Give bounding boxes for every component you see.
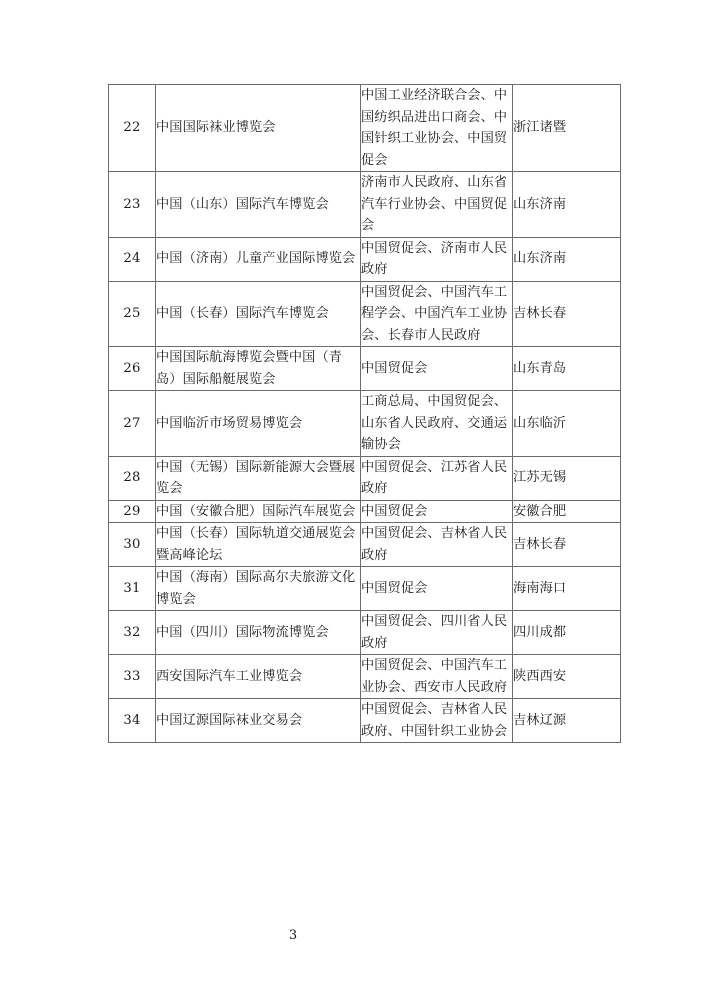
cell-organizer: 中国贸促会、中国汽车工业协会、西安市人民政府 [361,655,513,699]
cell-exhibition-name: 中国（无锡）国际新能源大会暨展览会 [156,456,361,500]
cell-organizer: 工商总局、中国贸促会、山东省人民政府、交通运输协会 [361,391,513,457]
cell-organizer: 中国贸促会、吉林省人民政府 [361,523,513,567]
cell-exhibition-name: 中国国际袜业博览会 [156,85,361,172]
cell-location: 吉林长春 [513,523,621,567]
table-row [109,655,621,699]
cell-location: 山东临沂 [513,391,621,457]
cell-exhibition-name: 中国国际航海博览会暨中国（青岛）国际船艇展览会 [156,347,361,391]
table-row [109,567,621,611]
table-row [109,500,621,523]
cell-index: 28 [109,456,156,500]
table-row [109,456,621,500]
table-row [109,347,621,391]
cell-location: 山东青岛 [513,347,621,391]
cell-exhibition-name: 中国（长春）国际轨道交通展览会暨高峰论坛 [156,523,361,567]
cell-exhibition-name: 中国辽源国际袜业交易会 [156,699,361,743]
cell-organizer: 中国贸促会、四川省人民政府 [361,611,513,655]
cell-location: 海南海口 [513,567,621,611]
cell-exhibition-name: 中国（山东）国际汽车博览会 [156,172,361,238]
table-row [109,85,621,172]
cell-exhibition-name: 中国（长春）国际汽车博览会 [156,281,361,347]
cell-location: 浙江诸暨 [513,85,621,172]
cell-exhibition-name: 中国（安徽合肥）国际汽车展览会 [156,500,361,523]
table-row [109,172,621,238]
cell-index: 29 [109,500,156,523]
table-body [109,85,621,743]
cell-exhibition-name: 西安国际汽车工业博览会 [156,655,361,699]
cell-exhibition-name: 中国（海南）国际高尔夫旅游文化博览会 [156,567,361,611]
cell-index: 32 [109,611,156,655]
cell-location: 四川成都 [513,611,621,655]
cell-exhibition-name: 中国（济南）儿童产业国际博览会 [156,237,361,281]
table-row [109,611,621,655]
exhibition-list-table [108,84,621,743]
cell-organizer: 济南市人民政府、山东省汽车行业协会、中国贸促会 [361,172,513,238]
table-row [109,523,621,567]
cell-location: 江苏无锡 [513,456,621,500]
cell-location: 山东济南 [513,237,621,281]
cell-location: 陕西西安 [513,655,621,699]
table-row [109,281,621,347]
page-number: 3 [288,928,298,943]
cell-location: 山东济南 [513,172,621,238]
cell-exhibition-name: 中国（四川）国际物流博览会 [156,611,361,655]
cell-exhibition-name: 中国临沂市场贸易博览会 [156,391,361,457]
cell-index: 22 [109,85,156,172]
table-row [109,699,621,743]
cell-organizer: 中国贸促会 [361,500,513,523]
cell-index: 30 [109,523,156,567]
cell-organizer: 中国贸促会 [361,347,513,391]
cell-organizer: 中国贸促会、吉林省人民政府、中国针织工业协会 [361,699,513,743]
cell-index: 34 [109,699,156,743]
cell-index: 27 [109,391,156,457]
cell-organizer: 中国贸促会、济南市人民政府 [361,237,513,281]
cell-organizer: 中国贸促会 [361,567,513,611]
cell-location: 吉林长春 [513,281,621,347]
cell-index: 26 [109,347,156,391]
cell-organizer: 中国贸促会、中国汽车工程学会、中国汽车工业协会、长春市人民政府 [361,281,513,347]
cell-organizer: 中国贸促会、江苏省人民政府 [361,456,513,500]
table-row [109,391,621,457]
cell-index: 25 [109,281,156,347]
cell-index: 33 [109,655,156,699]
table-row [109,237,621,281]
cell-index: 31 [109,567,156,611]
cell-location: 吉林辽源 [513,699,621,743]
cell-location: 安徽合肥 [513,500,621,523]
cell-organizer: 中国工业经济联合会、中国纺织品进出口商会、中国针织工业协会、中国贸促会 [361,85,513,172]
cell-index: 23 [109,172,156,238]
cell-index: 24 [109,237,156,281]
